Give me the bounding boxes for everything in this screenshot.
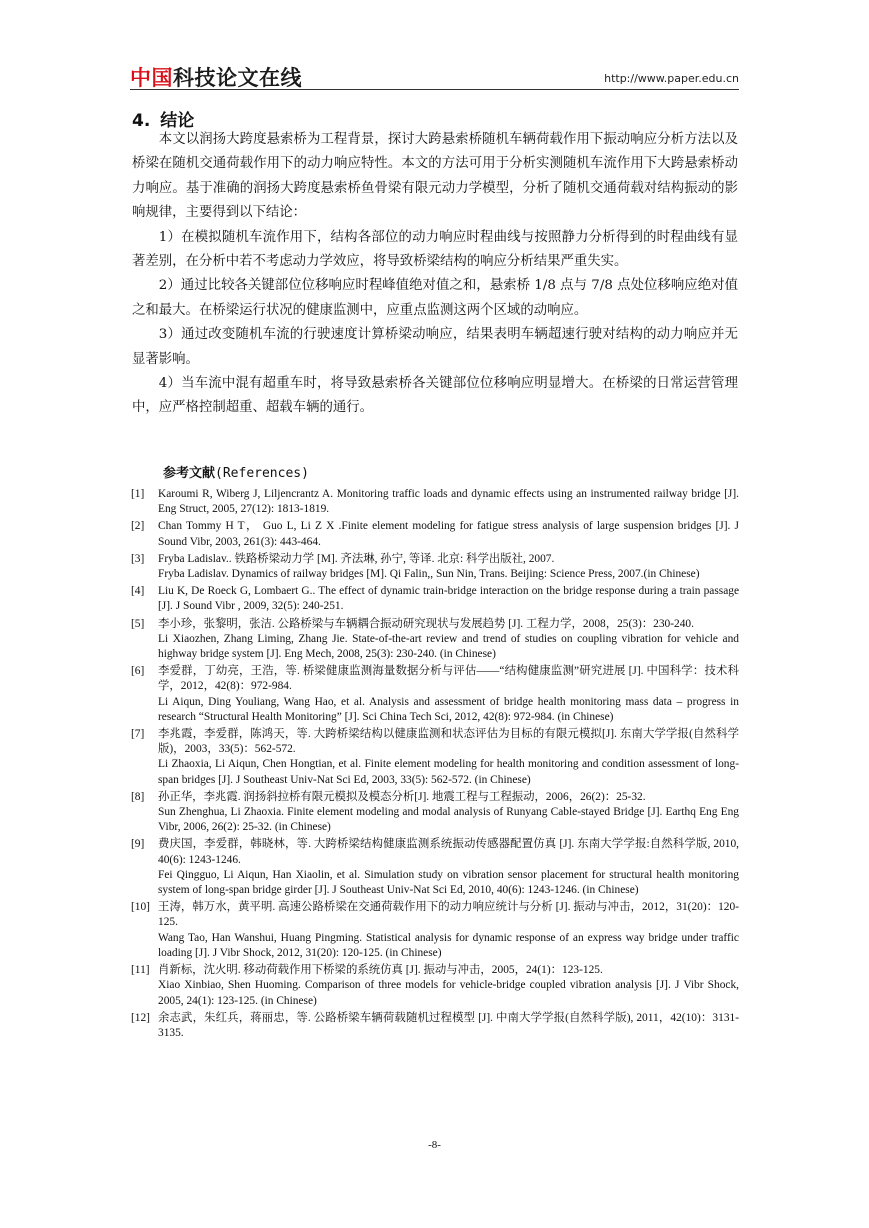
reference-item xyxy=(131,790,739,836)
references-heading xyxy=(163,462,309,481)
reference-index: [8] xyxy=(131,790,145,803)
reference-index: [2] xyxy=(131,520,145,533)
reference-text: 李兆霞，李爱群，陈鸿天，等. 大跨桥梁结构以健康监测和状态评估为目标的有限元模拟[J]. 东南大学学报(自然科学版)，2003，33(5)：562-572. xyxy=(158,728,739,756)
reference-text-translation: Fei Qingguo, Li Aiqun, Han Xiaolin, et al. Simulation study on vibration sensor placement for structural health monitoring system of long-span bridge girder [J]. J Southeast Univ-Nat Sci Ed, 2010, 40(6): 1243-1246. (in Chinese) xyxy=(158,868,739,897)
site-logo xyxy=(130,62,302,92)
reference-item xyxy=(131,617,739,663)
reference-item xyxy=(131,900,739,961)
logo-text-red: 中国 xyxy=(130,66,173,90)
reference-index: [6] xyxy=(131,665,145,678)
reference-item xyxy=(131,552,739,582)
reference-index: [12] xyxy=(131,1011,150,1024)
paragraph: 4）当车流中混有超重车时，将导致悬索桥各关键部位位移响应明显增大。在桥梁的日常运营管理中，应严格控制超重、超载车辆的通行。 xyxy=(132,376,738,416)
reference-index: [10] xyxy=(131,901,150,914)
references-heading-cn: 参考文献 xyxy=(163,466,216,481)
reference-text: Chan Tommy H T， Guo L, Li Z X .Finite element modeling for fatigue stress analysis of large suspension bridges [J]. J Sound Vibr, 2003, 261(3): 443-464. xyxy=(158,520,739,548)
references-heading-en: (References) xyxy=(215,466,309,481)
reference-text-translation: Wang Tao, Han Wanshui, Huang Pingming. Statistical analysis for dynamic response of an express way bridge under traffic loading [J]. J Vibr Shock, 2012, 31(20): 120-125. (in Chinese) xyxy=(158,931,739,959)
reference-text: 王涛，韩万水，黄平明. 高速公路桥梁在交通荷载作用下的动力响应统计与分析 [J]. 振动与冲击，2012，31(20)：120-125. xyxy=(158,901,739,929)
reference-text-translation: Xiao Xinbiao, Shen Huoming. Comparison of three models for vehicle-bridge coupled vibration analysis [J]. J Vibr Shock, 2005, 24(1): 123-125. (in Chinese) xyxy=(158,979,739,1007)
paragraph: 本文以润扬大跨度悬索桥为工程背景，探讨大跨悬索桥随机车辆荷载作用下振动响应分析方法以及桥梁在随机交通荷载作用下的动力响应特性。本文的方法可用于分析实测随机车流作用下大跨悬索桥动力响应。基于准确的润扬大跨度悬索桥鱼骨梁有限元动力学模型，分析了随机交通荷载对结构振动的影响规律，主要得到以下结论： xyxy=(132,132,738,221)
page-number: -8- xyxy=(428,1139,441,1151)
reference-text-translation: Li Aiqun, Ding Youliang, Wang Hao, et al. Analysis and assessment of bridge health monitoring mass data – progress in research “Structural Health Monitoring” [J]. Sci China Tech Sci, 2012, 42(8): 972-984. (in Chinese) xyxy=(158,695,739,723)
reference-item xyxy=(131,963,739,1009)
reference-text: 费庆国，李爱群，韩晓林，等. 大跨桥梁结构健康监测系统振动传感器配置仿真 [J]. 东南大学学报:自然科学版, 2010, 40(6): 1243-1246. xyxy=(158,838,739,866)
reference-text: Liu K, De Roeck G, Lombaert G.. The effect of dynamic train-bridge interaction on the bridge response during a train passage [J]. J Sound Vibr , 2009, 32(5): 240-251. xyxy=(158,585,739,613)
header-divider xyxy=(130,89,739,90)
reference-index: [1] xyxy=(131,488,145,500)
reference-index: [5] xyxy=(131,617,145,630)
reference-text-translation: Li Zhaoxia, Li Aiqun, Chen Hongtian, et al. Finite element modeling for health monitoring and condition assessment of long-span bridges [J]. J Southeast Univ-Nat Sci Ed, 2003, 33(5): 562-572. (in Chinese) xyxy=(158,758,739,786)
conclusion-body xyxy=(132,128,738,421)
paragraph: 2）通过比较各关键部位位移响应时程峰值绝对值之和，悬索桥 1/8 点与 7/8 点处位移响应绝对值之和最大。在桥梁运行状况的健康监测中，应重点监测这两个区域的动响应。 xyxy=(132,278,738,318)
reference-item xyxy=(131,584,739,614)
reference-text: Karoumi R, Wiberg J, Liljencrantz A. Monitoring traffic loads and dynamic effects using an instrumented railway bridge [J]. Eng Struct, 2005, 27(12): 1813-1819. xyxy=(158,488,739,516)
reference-text: 肖新标，沈火明. 移动荷载作用下桥梁的系统仿真 [J]. 振动与冲击，2005，24(1)：123-125. xyxy=(158,964,603,977)
logo-text-dark: 科技论文在线 xyxy=(173,66,302,90)
reference-item xyxy=(131,1011,739,1041)
header-url: http://www.paper.edu.cn xyxy=(604,72,739,85)
page-header xyxy=(130,60,739,90)
reference-index: [4] xyxy=(131,585,145,598)
section-title: 结论 xyxy=(160,111,195,131)
paragraph: 3）通过改变随机车流的行驶速度计算桥梁动响应，结果表明车辆超速行驶对结构的动力响应并无显著影响。 xyxy=(132,327,738,367)
section-number: 4. xyxy=(132,111,151,131)
reference-item xyxy=(131,837,739,898)
reference-list xyxy=(131,487,739,1043)
reference-item xyxy=(131,519,739,549)
reference-text: Fryba Ladislav.. 铁路桥梁动力学 [M]. 齐法琳, 孙宁, 等译. 北京: 科学出版社, 2007. xyxy=(158,552,555,565)
reference-index: [11] xyxy=(131,964,150,977)
reference-text-translation: Li Xiaozhen, Zhang Liming, Zhang Jie. State-of-the-art review and trend of studies on coupling vibration for vehicle and highway bridge system [J]. Eng Mech, 2008, 25(3): 230-240. (in Chinese) xyxy=(158,632,739,661)
reference-text: 李小珍，张黎明，张洁. 公路桥梁与车辆耦合振动研究现状与发展趋势 [J]. 工程力学，2008，25(3)：230-240. xyxy=(158,617,694,630)
reference-text: 余志武，朱红兵，蒋丽忠，等. 公路桥梁车辆荷载随机过程模型 [J]. 中南大学学报(自然科学版), 2011，42(10)：3131-3135. xyxy=(158,1011,739,1039)
reference-text: 孙正华，李兆霞. 润扬斜拉桥有限元模拟及模态分析[J]. 地震工程与工程振动，2006，26(2)：25-32. xyxy=(158,790,646,803)
reference-item xyxy=(131,664,739,725)
reference-text-translation: Fryba Ladislav. Dynamics of railway bridges [M]. Qi Falin,, Sun Nin, Trans. Beijing: Science Press, 2007.(in Chinese) xyxy=(158,568,700,581)
reference-index: [9] xyxy=(131,838,145,851)
reference-text: 李爱群，丁幼亮，王浩，等. 桥梁健康监测海量数据分析与评估——“结构健康监测”研究进展 [J]. 中国科学：技术科学，2012，42(8)：972-984. xyxy=(158,665,739,693)
reference-item xyxy=(131,727,739,788)
reference-index: [3] xyxy=(131,552,145,565)
reference-index: [7] xyxy=(131,728,145,741)
reference-text-translation: Sun Zhenghua, Li Zhaoxia. Finite element modeling and modal analysis of Runyang Cable-stayed Bridge [J]. Earthq Eng Eng Vibr, 2006, 26(2): 25-32. (in Chinese) xyxy=(158,806,739,834)
reference-item xyxy=(131,487,739,517)
paragraph: 1）在模拟随机车流作用下，结构各部位的动力响应时程曲线与按照静力分析得到的时程曲线有显著差别，在分析中若不考虑动力学效应，将导致桥梁结构的响应分析结果严重失实。 xyxy=(132,229,738,270)
